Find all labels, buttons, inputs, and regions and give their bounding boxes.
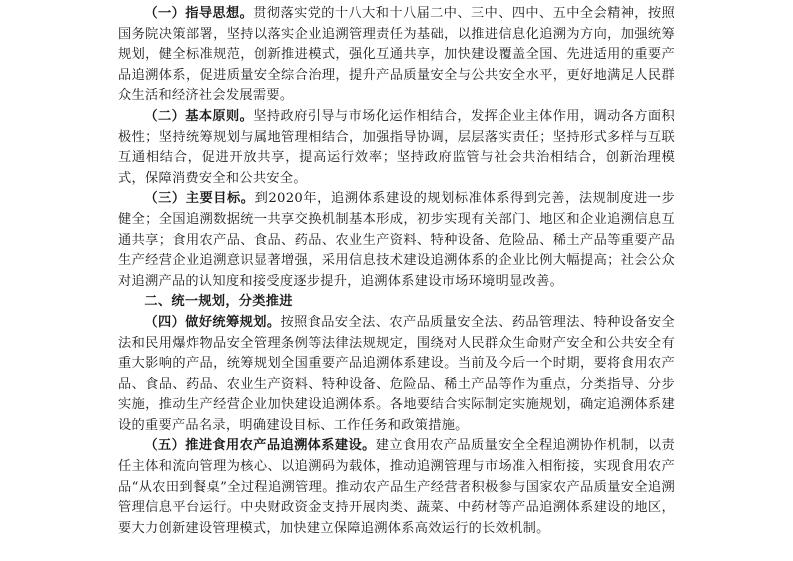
paragraph-lead: （一）指导思想。 [144,6,254,21]
paragraph-lead: （二）基本原则。 [144,108,254,124]
paragraph-main-goals [118,189,675,292]
paragraph-lead: （三）主要目标。 [144,191,255,207]
paragraph-text: 按照食品安全法、农产品质量安全法、药品管理法、特种设备安全法和民用爆炸物品安全管理条例等法律法规规定，围绕对人民群众生命财产安全和公共安全有重大影响的产品，统筹规划全国重要产品追溯体系建设。当前及今后一个时期，要将食用农产品、食品、药品、农业生产资料、特种设备、危险品、稀土产品等作为重点，分类指导、分步实施，推动生产经营企业加快建设追溯体系。各地要结合实际制定实施规划，确定追溯体系建设的重要产品名录，明确建设目标、工作任务和政策措施。 [118,314,676,433]
paragraph-overall-planning [118,313,675,437]
paragraph-text: 坚持政府引导与市场化运作相结合，发挥企业主体作用，调动各方面积极性；坚持统筹规划与属地管理相结合，加强指导协调，层层落实责任；坚持形式多样与互联互通相结合，促进开放共享，提高运行效率；坚持政府监管与社会共治相结合，创新治理模式，保障消费安全和公共安全。 [118,108,676,186]
paragraph-text: 到2020年，追溯体系建设的规划标准体系得到完善，法规制度进一步健全；全国追溯数据统一共享交换机制基本形成，初步实现有关部门、地区和企业追溯信息互通共享；食用农产品、食品、药品、农业生产资料、特种设备、危险品、稀土产品等重要产品生产经营企业追溯意识显著增强，采用信息技术建设追溯体系的企业比例大幅提高；社会公众对追溯产品的认知度和接受度逐步提升，追溯体系建设市场环境明显改善。 [118,191,675,289]
paragraph-lead: （四）做好统筹规划。 [144,314,281,330]
paragraph-guiding-ideology [118,4,675,107]
paragraph-text: 贯彻落实党的十八大和十八届二中、三中、四中、五中全会精神，按照国务院决策部署，坚持以落实企业追溯管理责任为基础，以推进信息化追溯为方向，加强统筹规划，健全标准规范，创新推进模式，强化互通共享，加快建设覆盖全国、先进适用的重要产品追溯体系，促进质量安全综合治理，提升产品质量安全与公共安全水平，更好地满足人民群众生活和经济社会发展需要。 [118,6,676,104]
paragraph-basic-principles [118,107,675,189]
paragraph-lead: （五）推进食用农产品追溯体系建设。 [144,438,376,454]
paragraph-agri-products-traceability [118,436,675,539]
section-heading: 二、统一规划，分类推进 [144,294,293,310]
paragraph-text: 建立食用农产品质量安全全程追溯协作机制，以责任主体和流向管理为核心、以追溯码为载体，推动追溯管理与市场准入相衔接，实现食用农产品“从农田到餐桌”全过程追溯管理。推动农产品生产经营者积极参与国家农产品质量安全追溯管理信息平台运行。中央财政资金支持开展肉类、蔬菜、中药材等产品追溯体系建设的地区，要大力创新建设管理模式，加快建立保障追溯体系高效运行的长效机制。 [118,438,675,536]
